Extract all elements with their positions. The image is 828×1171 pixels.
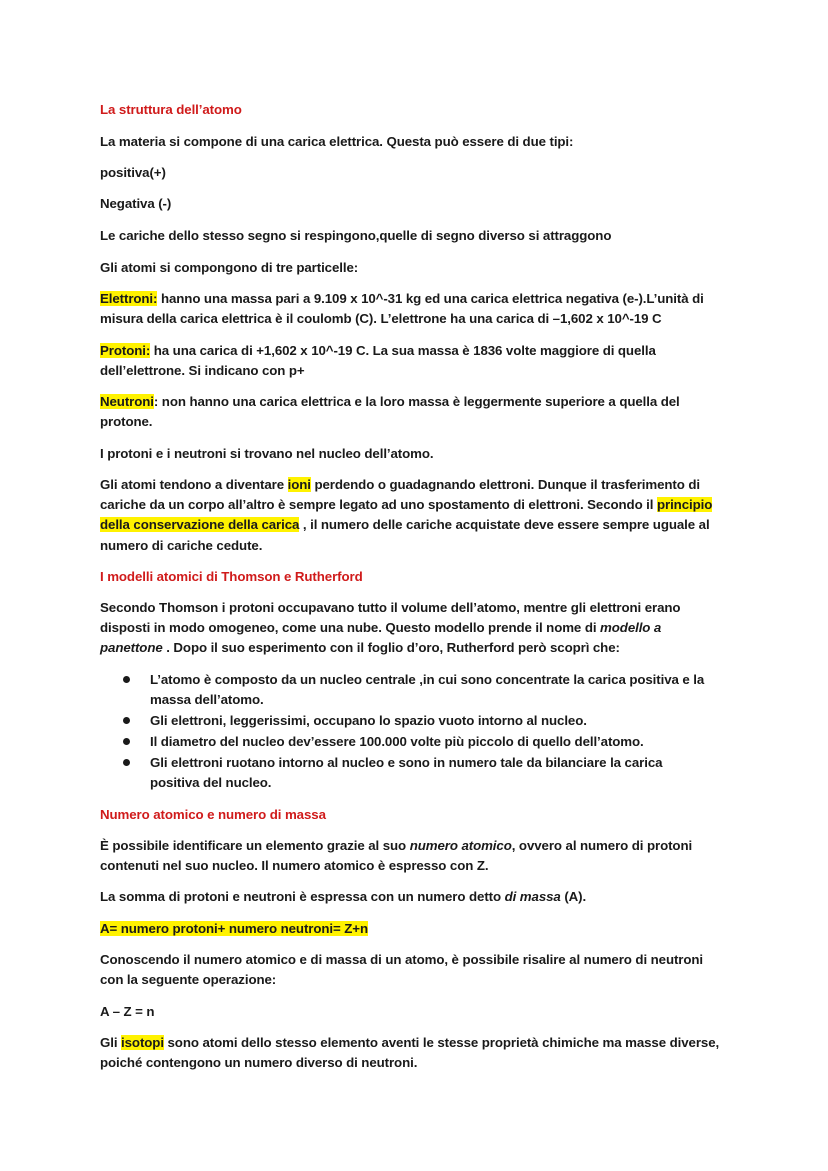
rutherford-bullet-1-line-1: L’atomo è composto da un nucleo centrale ,in cui sono concentrate la carica positiva e la — [150, 672, 705, 687]
electrons-line-2: misura della carica elettrica è il coulomb (C). L’elettrone ha una carica di –1,602 x 10^-19 C — [100, 311, 662, 326]
charge-rule: Le cariche dello stesso segno si respingono,quelle di segno diverso si attraggono — [100, 228, 612, 243]
bullet-icon — [123, 759, 130, 766]
neutron-formula: A – Z = n — [100, 1004, 155, 1019]
isotopes-term: isotopi — [121, 1035, 164, 1050]
thomson-line-2: disposti in modo omogeneo, come una nube. Questo modello prende il nome di modello a — [100, 620, 662, 635]
ions-line-4: numero di cariche cedute. — [100, 538, 263, 553]
isotopes-line-1: Gli isotopi sono atomi dello stesso elemento aventi le stesse proprietà chimiche ma masse diverse, — [100, 1035, 720, 1050]
nucleus-sentence: I protoni e i neutroni si trovano nel nucleo dell’atomo. — [100, 446, 434, 461]
ions-line-3: della conservazione della carica , il numero delle cariche acquistate deve essere sempre uguale al — [100, 517, 710, 532]
protons-line-1: Protoni: ha una carica di +1,602 x 10^-19 C. La sua massa è 1836 volte maggiore di quella — [100, 343, 656, 358]
rutherford-bullet-1-line-2: massa dell’atomo. — [150, 692, 264, 707]
bullet-icon — [123, 676, 130, 683]
conservation-principle-term-a: principio — [656, 497, 713, 512]
heading-atomic-number: Numero atomico e numero di massa — [100, 807, 326, 822]
heading-atomic-models: I modelli atomici di Thomson e Rutherford — [100, 569, 363, 584]
ions-line-2: cariche da un corpo all’altro è sempre legato ad uno spostamento di elettroni. Secondo il principio — [100, 497, 713, 512]
electrons-term: Elettroni: — [100, 291, 158, 306]
ions-term: ioni — [287, 477, 311, 492]
ions-line-1: Gli atomi tendono a diventare ioni perdendo o guadagnando elettroni. Dunque il trasferimento di — [100, 477, 700, 492]
bullet-icon — [123, 738, 130, 745]
protons-term: Protoni: — [100, 343, 151, 358]
rutherford-bullet-4-line-2: positiva del nucleo. — [150, 775, 272, 790]
protons-line-2: dell’elettrone. Si indicano con p+ — [100, 363, 305, 378]
neutron-calc-line-1: Conoscendo il numero atomico e di massa di un atomo, è possibile risalire al numero di neutroni — [100, 952, 704, 967]
conservation-principle-term-b: della conservazione della carica — [100, 517, 300, 532]
isotopes-line-2: poiché contengono un numero diverso di neutroni. — [100, 1055, 418, 1070]
rutherford-bullet-3: Il diametro del nucleo dev’essere 100.000 volte più piccolo di quello dell’atomo. — [150, 734, 644, 749]
mass-formula — [100, 918, 368, 939]
neutron-calc-line-2: con la seguente operazione: — [100, 972, 277, 987]
mass-number-sentence: La somma di protoni e neutroni è espressa con un numero detto di massa (A). — [100, 889, 587, 904]
neutrons-line-1: Neutroni: non hanno una carica elettrica e la loro massa è leggermente superiore a quella del — [100, 394, 680, 409]
particles-intro: Gli atomi si compongono di tre particelle: — [100, 260, 359, 275]
paragraph-matter-intro: La materia si compone di una carica elettrica. Questa può essere di due tipi: — [100, 134, 574, 149]
charge-negative: Negativa (-) — [100, 196, 172, 211]
bullet-icon — [123, 717, 130, 724]
heading-atom-structure: La struttura dell’atomo — [100, 102, 242, 117]
rutherford-bullet-2: Gli elettroni, leggerissimi, occupano lo spazio vuoto intorno al nucleo. — [150, 713, 587, 728]
rutherford-bullet-4-line-1: Gli elettroni ruotano intorno al nucleo e sono in numero tale da bilanciare la carica — [150, 755, 663, 770]
atomic-number-line-2: contenuti nel suo nucleo. Il numero atomico è espresso con Z. — [100, 858, 489, 873]
neutrons-term: Neutroni — [100, 394, 154, 409]
neutrons-line-2: protone. — [100, 414, 153, 429]
thomson-line-1: Secondo Thomson i protoni occupavano tutto il volume dell’atomo, mentre gli elettroni erano — [100, 600, 681, 615]
electrons-line-1: Elettroni: hanno una massa pari a 9.109 x 10^-31 kg ed una carica elettrica negativa (e-).L’unità di — [100, 291, 704, 306]
thomson-line-3: panettone . Dopo il suo esperimento con il foglio d’oro, Rutherford però scoprì che: — [100, 640, 620, 655]
atomic-number-line-1: È possibile identificare un elemento grazie al suo numero atomico, ovvero al numero di protoni — [100, 838, 693, 853]
mass-formula-highlight: A= numero protoni+ numero neutroni= Z+n — [100, 921, 368, 936]
charge-positive: positiva(+) — [100, 165, 166, 180]
